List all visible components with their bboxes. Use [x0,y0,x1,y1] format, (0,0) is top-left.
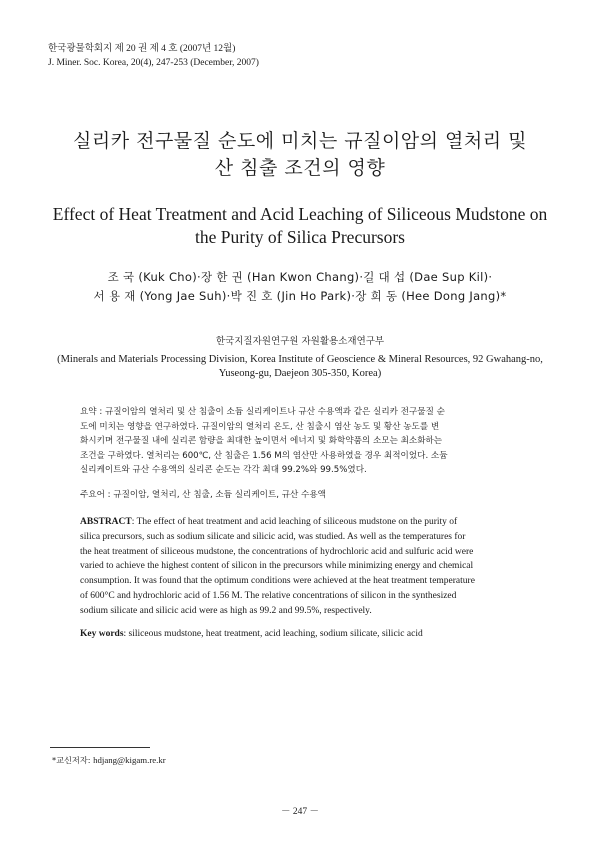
abstract-english-line: silica precursors, such as sodium silicate and silicic acid, was studied. As well as the temperatures for [80,531,466,542]
abstract-korean-line: 도에 미치는 영향을 연구하였다. 규질이암의 열처리 온도, 산 침출시 염산 농도 및 황산 농도를 변 [80,421,440,432]
journal-header-english: J. Miner. Soc. Korea, 20(4), 247-253 (December, 2007) [48,58,259,68]
abstract-korean [80,405,524,478]
title-english-line1: Effect of Heat Treatment and Acid Leaching of Siliceous Mudstone on [52,204,548,224]
title-korean-line2: 산 침출 조건의 영향 [214,157,386,179]
abstract-english-text: : The effect of heat treatment and acid leaching of siliceous mudstone on the purity of [131,517,458,527]
footnote-email: hdjang@kigam.re.kr [93,755,166,765]
footnote-label: *교신저자: [52,755,94,765]
keywords-korean: 주요어 : 규질이암, 열처리, 산 침출, 소듐 실리케이트, 규산 수용액 [80,490,326,500]
affiliation-korean: 한국지질자원연구원 자원활용소재연구부 [215,336,385,347]
abstract-english-line: sodium silicate and silicic acid were as high as 99.2 and 99.5%, respectively. [80,605,372,616]
author-line1: 조 국 (Kuk Cho)·장 한 권 (Han Kwon Chang)·길 대 섭 (Dae Sup Kil)· [107,270,493,284]
author-list [0,268,600,306]
title-english [40,203,560,249]
abstract-english-line: the heat treatment of siliceous mudstone, the concentrations of hydrochloric acid and sulfuric acid were [80,546,474,557]
title-korean [0,128,600,182]
keywords-label: Key words [80,629,124,639]
affiliation-english-line2: Yuseong-gu, Daejeon 305-350, Korea) [218,368,382,379]
affiliation [40,335,560,381]
author-line2: 서 용 재 (Yong Jae Suh)·박 진 호 (Jin Ho Park)·장 희 동 (Hee Dong Jang)* [93,289,507,303]
abstract-label: ABSTRACT [80,517,132,527]
title-korean-line1: 실리카 전구물질 순도에 미치는 규질이암의 열처리 및 [72,130,528,152]
title-english-line2: the Purity of Silica Precursors [195,227,405,247]
abstract-english [80,515,524,619]
abstract-english-line: varied to achieve the highest content of silicon in the precursors while minimizing energy and chemical [80,561,474,572]
abstract-korean-line: 화시키며 전구물질 내에 실리콘 함량을 최대한 높이면서 에너지 및 화학약품의 소모는 최소화하는 [80,436,443,446]
abstract-korean-line: 조건을 구하였다. 열처리는 600℃, 산 침출은 1.56 M의 염산만 사용하였을 경우 최적이었다. 소듐 [80,450,448,461]
abstract-korean-line: 요약 : 규질이암의 열처리 및 산 침출이 소듐 실리케이트나 규산 수용액과 같은 실리카 전구물질 순 [80,407,445,417]
abstract-korean-line: 실리케이트와 규산 수용액의 실리콘 순도는 각각 최대 99.2%와 99.5%였다. [80,465,367,475]
corresponding-author-footnote [52,754,166,766]
page-number: － 247 － [280,807,319,817]
keywords-english [80,627,524,641]
affiliation-english-line1: (Minerals and Materials Processing Division, Korea Institute of Geoscience & Mineral Resources, 92 Gwahang-no, [57,354,543,365]
abstract-english-line: consumption. It was found that the optimum conditions were achieved at the heat treatment temperature [80,576,475,587]
footnote-divider [50,747,150,748]
keywords-english-text: : siliceous mudstone, heat treatment, acid leaching, sodium silicate, silicic acid [123,629,423,639]
abstract-english-line: of 600°C and hydrochloric acid of 1.56 M. The relative concentrations of silicon in the synthesized [80,590,457,601]
journal-header [48,42,259,70]
abstract-english-line [80,515,524,530]
journal-header-korean: 한국광물학회지 제 20 권 제 4 호 (2007년 12월) [48,44,236,54]
